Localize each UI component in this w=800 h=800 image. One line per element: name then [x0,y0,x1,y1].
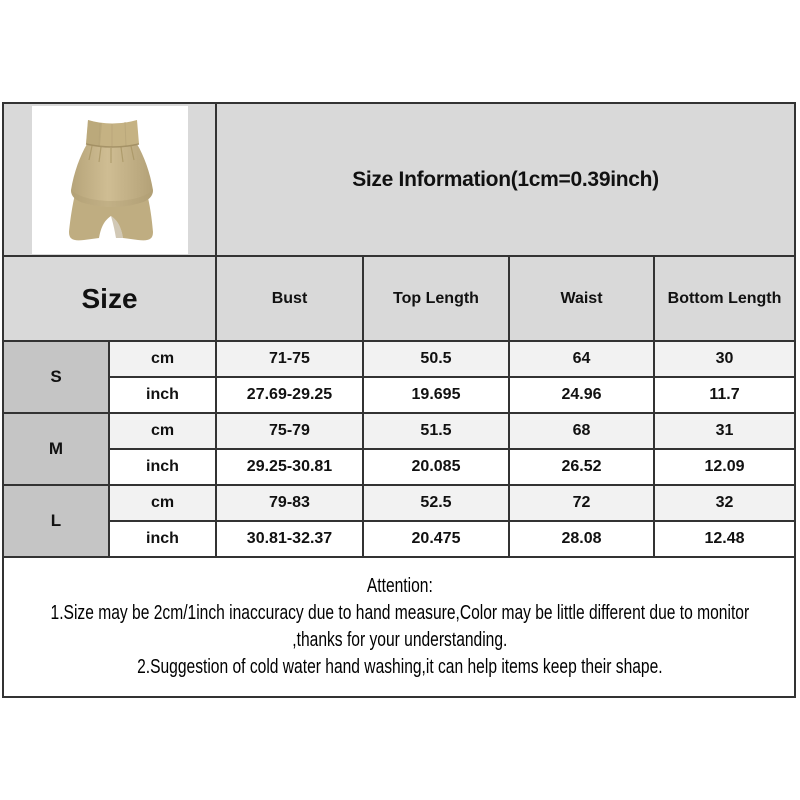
column-header-waist: Waist [509,256,654,341]
size-letter-m: M [3,413,109,485]
column-header-bottom-length: Bottom Length [654,256,795,341]
product-photo [32,106,188,254]
size-chart-sheet [2,102,796,698]
attention-line-1-cont: ,thanks for your understanding. [292,629,508,651]
romper-graphic [32,106,188,254]
table-row-m-cm [3,413,795,449]
column-header-top-length: Top Length [363,256,509,341]
size-chart-table [2,102,796,698]
unit-label-inch: inch [109,449,216,485]
value-cell: 72 [509,485,654,521]
attention-line-2: 2.Suggestion of cold water hand washing,it can help items keep their shape. [137,656,663,678]
column-header-row [3,256,795,341]
value-cell: 20.085 [363,449,509,485]
value-cell: 32 [654,485,795,521]
value-cell: 79-83 [216,485,363,521]
title-row [3,103,795,256]
value-cell: 12.48 [654,521,795,557]
size-letter-s: S [3,341,109,413]
size-column-header: Size [3,256,216,341]
value-cell: 27.69-29.25 [216,377,363,413]
unit-label-cm: cm [109,413,216,449]
table-row-s-cm [3,341,795,377]
value-cell: 20.475 [363,521,509,557]
table-row-s-inch [3,377,795,413]
product-photo-cell [3,103,216,256]
size-info-title-cell [216,103,795,256]
value-cell: 51.5 [363,413,509,449]
unit-label-inch: inch [109,521,216,557]
value-cell: 30 [654,341,795,377]
table-row-m-inch [3,449,795,485]
value-cell: 24.96 [509,377,654,413]
column-header-bust: Bust [216,256,363,341]
value-cell: 28.08 [509,521,654,557]
value-cell: 52.5 [363,485,509,521]
page-title: Size Information(1cm=0.39inch) [352,167,659,191]
value-cell: 68 [509,413,654,449]
attention-notes [4,573,795,681]
value-cell: 12.09 [654,449,795,485]
value-cell: 64 [509,341,654,377]
unit-label-cm: cm [109,485,216,521]
value-cell: 29.25-30.81 [216,449,363,485]
table-row-l-inch [3,521,795,557]
unit-label-inch: inch [109,377,216,413]
value-cell: 75-79 [216,413,363,449]
attention-row [3,557,795,697]
size-letter-l: L [3,485,109,557]
value-cell: 71-75 [216,341,363,377]
attention-heading: Attention: [366,575,433,597]
attention-note-cell [3,557,795,697]
value-cell: 19.695 [363,377,509,413]
value-cell: 26.52 [509,449,654,485]
attention-line-1: 1.Size may be 2cm/1inch inaccuracy due to hand measure,Color may be little different due to monitor [50,602,750,624]
value-cell: 11.7 [654,377,795,413]
table-row-l-cm [3,485,795,521]
value-cell: 31 [654,413,795,449]
value-cell: 50.5 [363,341,509,377]
unit-label-cm: cm [109,341,216,377]
value-cell: 30.81-32.37 [216,521,363,557]
